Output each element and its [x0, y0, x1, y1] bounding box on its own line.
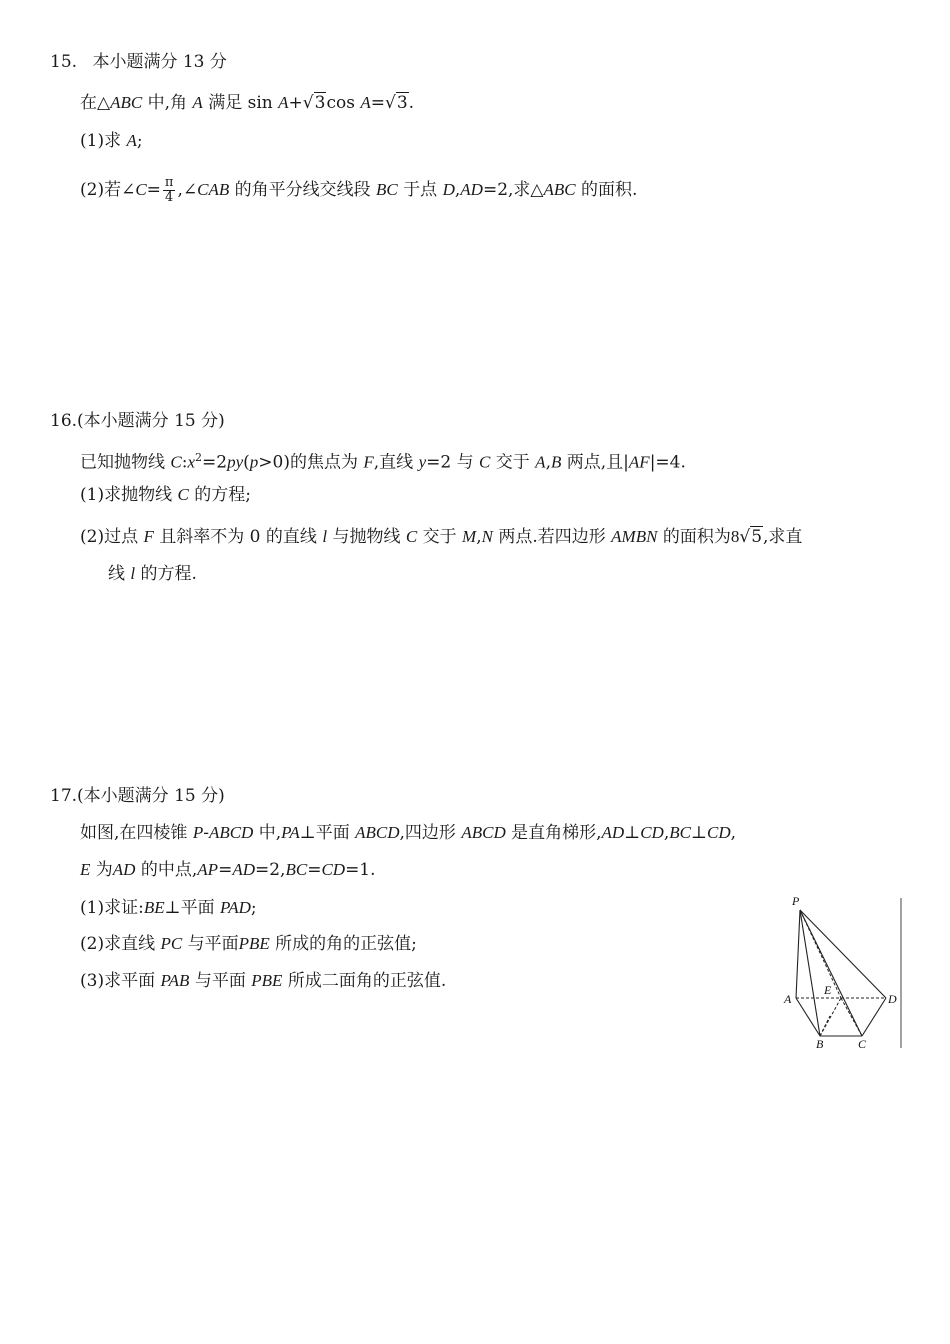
text: ; [136, 131, 143, 151]
math: PAD [220, 898, 251, 917]
text: 两点.若四边形 [492, 527, 612, 547]
q16-part2 [80, 525, 802, 549]
text: = [218, 860, 233, 880]
text: ⊥平面 [164, 898, 220, 918]
text: (1)求抛物线 [80, 485, 178, 505]
math: y [418, 452, 427, 472]
text: =2, [254, 860, 286, 880]
text: 所成的角的正弦值; [269, 934, 417, 954]
math: AD [112, 860, 136, 879]
math: AF [628, 452, 650, 472]
text: ( [243, 452, 250, 473]
q17-number: 17. [50, 786, 78, 806]
label-P: P [792, 894, 800, 908]
text: 且斜率不为 0 的直线 [153, 527, 323, 547]
edge-PA [796, 910, 800, 998]
number: 8 [730, 527, 740, 546]
text: = [370, 93, 385, 113]
edge-PD [800, 910, 886, 998]
text: =1. [345, 860, 376, 880]
q15-part1 [80, 129, 143, 153]
math: BE [143, 898, 165, 917]
radicand: 5 [751, 527, 763, 547]
text: 已知抛物线 [80, 452, 171, 473]
math: B [550, 452, 562, 472]
text: = [307, 860, 322, 880]
math: ABC [110, 93, 143, 112]
text: = [146, 180, 161, 200]
text: (2)求直线 [80, 934, 161, 954]
math: AMBN [611, 527, 658, 546]
math: AD [460, 180, 483, 199]
text: ⊥平面 [299, 823, 356, 843]
text: cos [326, 93, 361, 113]
sqrt: √3 [302, 93, 326, 113]
math: PBE [238, 934, 270, 953]
text: =2 与 [426, 452, 480, 473]
math: ABCD [461, 823, 506, 842]
math: M [462, 527, 477, 546]
radicand: 3 [396, 93, 408, 113]
edge-PB [800, 910, 820, 1036]
math: AD [232, 860, 255, 879]
sqrt: √3 [384, 93, 408, 113]
text: 为 [90, 860, 113, 880]
denominator: 4 [165, 190, 174, 205]
math: A [360, 93, 371, 112]
label-B: B [816, 1037, 824, 1050]
math: CAB [197, 180, 230, 199]
numerator: π [164, 175, 174, 190]
edge-CD [862, 998, 886, 1036]
text: =2,求△ [482, 180, 544, 200]
text: , [476, 527, 482, 547]
math: ABCD [355, 823, 400, 842]
math: AP [197, 860, 219, 879]
label-A: A [784, 992, 792, 1006]
q15-part2 [80, 176, 637, 205]
text: 线 [108, 564, 131, 584]
text: 的面积. [575, 180, 638, 200]
math: AD [601, 823, 625, 842]
text: 于点 [397, 180, 443, 200]
exponent: 2 [195, 451, 203, 464]
math: C [177, 485, 189, 504]
text: 的方程; [188, 485, 251, 505]
text: ,∠ [177, 180, 198, 200]
text: 与抛物线 [327, 527, 406, 547]
math: C [135, 180, 147, 199]
label-D: D [888, 992, 897, 1006]
text: 中, [253, 823, 282, 843]
math: CD [706, 823, 731, 842]
text: . [408, 93, 415, 113]
math: N [481, 527, 493, 546]
sqrt: √5 [739, 527, 763, 547]
q15-score: 本小题满分 13 分 [92, 52, 227, 72]
text: ⊥ [690, 823, 707, 843]
q15-number: 15. [50, 52, 78, 72]
text: 在△ [80, 93, 111, 113]
math: PA [281, 823, 300, 842]
math: E [80, 860, 91, 879]
q15-header [50, 50, 227, 74]
text: (1)求 [80, 131, 127, 151]
math: A [192, 93, 203, 112]
math: CD [321, 860, 346, 879]
text: , [730, 823, 737, 843]
text: =2 [202, 452, 228, 473]
q17-header [50, 784, 225, 808]
math: PC [160, 934, 183, 953]
text: |=4. [649, 452, 686, 473]
q16-part2-cont [108, 562, 197, 586]
text: , [545, 452, 551, 473]
text: 交于 [490, 452, 536, 473]
text: , [663, 823, 670, 843]
text: ⊥ [624, 823, 641, 843]
math: BC [285, 860, 308, 879]
q16-number: 16. [50, 411, 78, 431]
math: A [126, 131, 137, 150]
math: A [278, 93, 289, 112]
q17-part1 [80, 896, 257, 920]
edge-BE [820, 998, 841, 1036]
text: (2)若∠ [80, 180, 136, 200]
text: + [288, 93, 303, 113]
text: ,四边形 [399, 823, 462, 843]
text: - [203, 823, 209, 843]
math: C [479, 452, 491, 472]
math: BC [669, 823, 691, 842]
q17-part3 [80, 969, 446, 993]
math: F [143, 527, 154, 546]
math: l [130, 564, 136, 583]
math: p [249, 452, 259, 472]
text: 如图,在四棱锥 [80, 823, 193, 843]
q16-stem [80, 446, 686, 475]
math: x [187, 452, 196, 472]
math: F [363, 452, 374, 472]
text: ,直线 [373, 452, 419, 473]
fraction [163, 176, 176, 205]
text: 两点,且| [561, 452, 629, 473]
pyramid-figure [780, 890, 904, 1050]
math: BC [376, 180, 398, 199]
math: py [227, 452, 244, 472]
q17-score: (本小题满分 15 分) [77, 786, 225, 806]
math: P [192, 823, 204, 842]
q16-score: (本小题满分 15 分) [77, 411, 225, 431]
math: D [442, 180, 455, 199]
math: ABC [543, 180, 576, 199]
math: l [322, 527, 328, 546]
text: 满足 sin [202, 93, 279, 113]
text: 是直角梯形, [505, 823, 602, 843]
math: A [535, 452, 546, 472]
text: , [454, 180, 461, 200]
q16-header [50, 409, 225, 433]
text: 交于 [417, 527, 463, 547]
text: >0)的焦点为 [258, 452, 364, 473]
q17-stem-line1 [80, 821, 736, 845]
text: (3)求平面 [80, 971, 161, 991]
math: PBE [251, 971, 283, 990]
edge-AB [796, 998, 820, 1036]
text: 的方程. [135, 564, 197, 584]
text: 所成二面角的正弦值. [282, 971, 447, 991]
q16-part1 [80, 483, 251, 507]
text: ,求直 [763, 527, 803, 547]
text: 的角平分线交线段 [229, 180, 377, 200]
label-E: E [824, 983, 832, 997]
q17-stem-line2 [80, 858, 376, 882]
text: : [181, 452, 188, 473]
edge-EC [841, 998, 862, 1036]
math: C [170, 452, 182, 472]
math: CD [640, 823, 664, 842]
text: (1)求证: [80, 898, 144, 918]
math: PAB [160, 971, 190, 990]
math: C [405, 527, 418, 546]
text: 中,角 [142, 93, 193, 113]
text: 的中点, [135, 860, 198, 880]
text: 与平面 [189, 971, 252, 991]
radicand: 3 [314, 93, 326, 113]
text: (2)过点 [80, 527, 144, 547]
text: 的面积为 [657, 527, 731, 547]
text: 与平面 [182, 934, 239, 954]
math: ABCD [208, 823, 254, 842]
q15-stem [80, 91, 414, 115]
q17-part2 [80, 932, 417, 956]
text: ; [250, 898, 257, 918]
label-C: C [858, 1037, 867, 1050]
